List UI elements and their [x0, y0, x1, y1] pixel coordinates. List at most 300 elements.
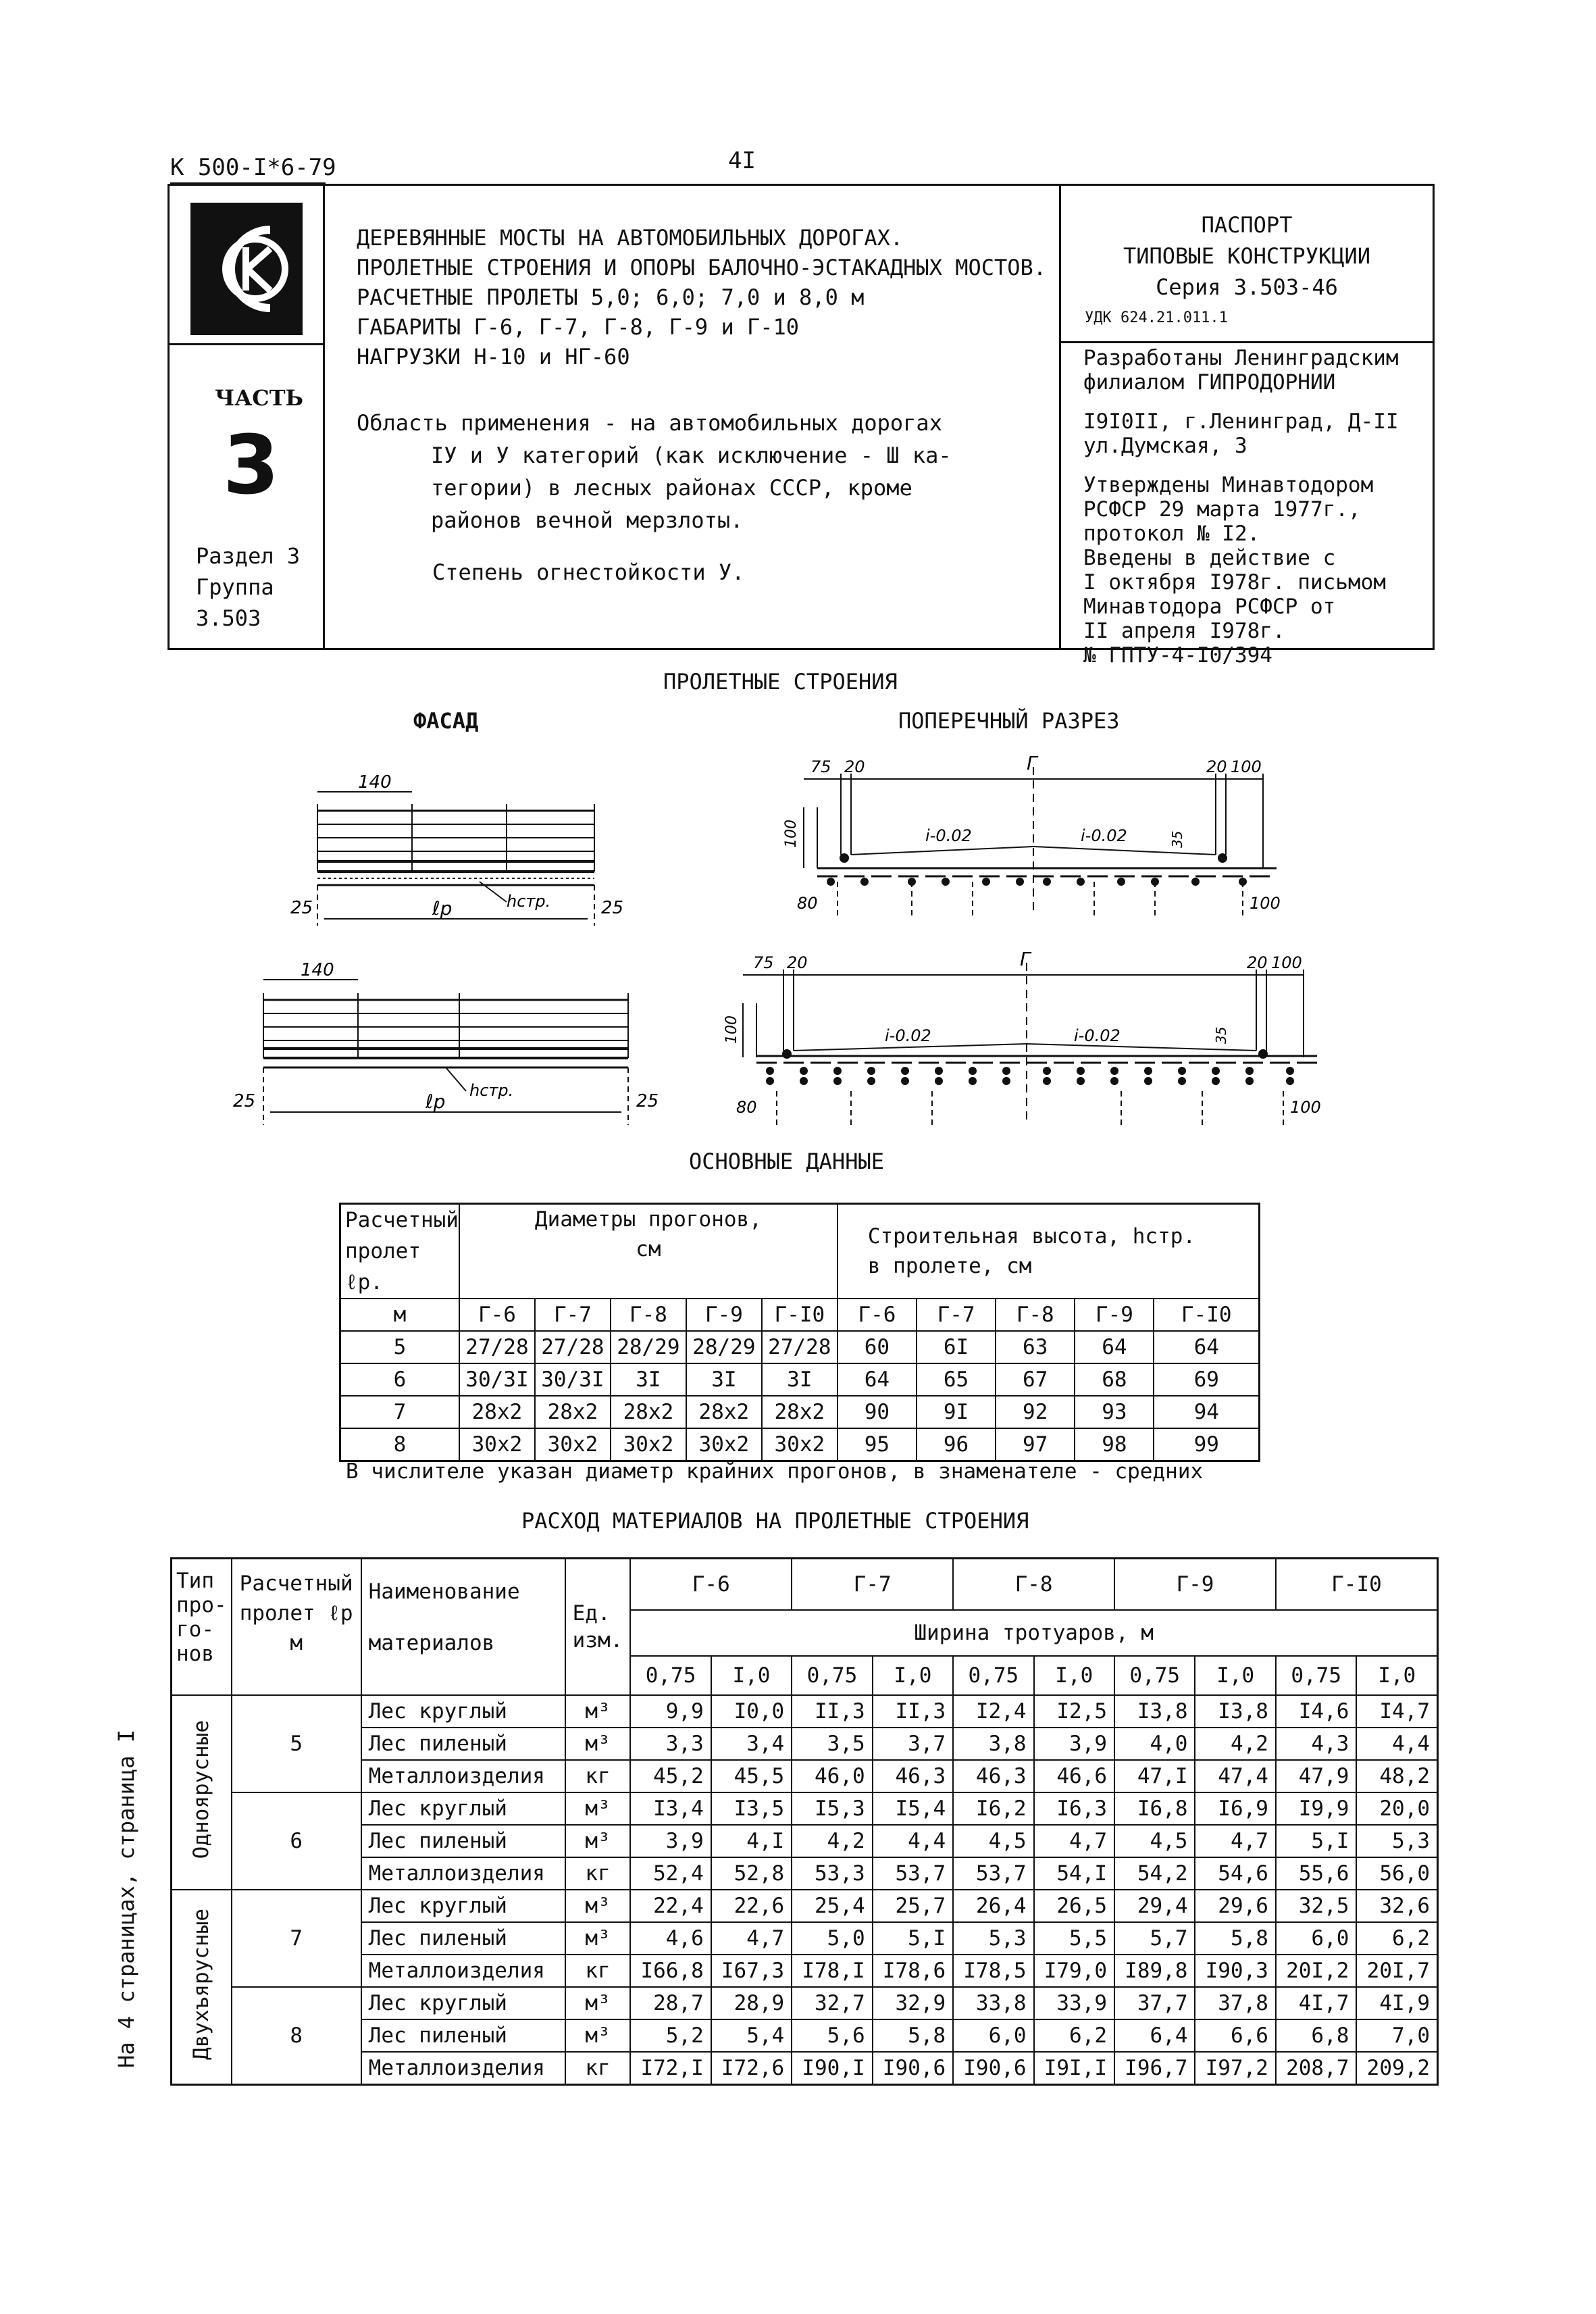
material-row [172, 2019, 1438, 2052]
gabarit-header: Г-7 [917, 1299, 996, 1331]
value-cell: 4,0 [1114, 1728, 1195, 1760]
facade-drawing-double [223, 939, 682, 1142]
xs1-dim-80: 80 [797, 894, 818, 913]
height-cell: 63 [996, 1331, 1075, 1363]
material-row [172, 1695, 1438, 1728]
value-cell: 4,6 [630, 1922, 711, 1955]
gabarit-header: Г-I0 [762, 1299, 838, 1331]
document-code: К 500-I*6-79 [170, 154, 336, 181]
material-row [172, 1792, 1438, 1825]
value-cell: 6,0 [953, 2019, 1033, 2052]
materials-body [172, 1695, 1438, 2085]
value-cell: I3,5 [711, 1792, 792, 1825]
approval-line: I октября I978г. письмом [1083, 570, 1386, 595]
h-name [361, 1559, 565, 1696]
value-cell: 3,5 [792, 1728, 872, 1760]
value-cell: 6,4 [1114, 2019, 1195, 2052]
value-cell: 209,2 [1356, 2052, 1437, 2085]
value-cell: I72,6 [711, 2052, 792, 2085]
h-unit-line: изм. [572, 1628, 623, 1653]
passport-line: ТИПОВЫЕ КОНСТРУКЦИИ [1123, 243, 1371, 269]
value-cell: 4I,9 [1356, 1987, 1437, 2019]
height-cell: 67 [996, 1363, 1075, 1396]
doc-title [357, 223, 1046, 372]
value-cell: 46,6 [1034, 1760, 1114, 1792]
title-block-left-divider [323, 184, 325, 650]
col-height-header [838, 1204, 1260, 1299]
col-diam-header [459, 1204, 838, 1299]
col-span-line: пролет ℓр. [345, 1239, 421, 1294]
value-cell: 4,4 [873, 1825, 953, 1857]
h-unit [565, 1559, 631, 1696]
value-cell: 22,6 [711, 1890, 792, 1922]
value-cell: 53,7 [953, 1857, 1033, 1890]
scope-line: тегории) в лесных районах СССР, кроме [431, 475, 912, 501]
value-cell: 3,3 [630, 1728, 711, 1760]
diameter-cell: 3I [762, 1363, 838, 1396]
height-cell: 60 [838, 1331, 917, 1363]
passport-line: Серия 3.503-46 [1156, 274, 1338, 300]
gabarit-header: Г-9 [1075, 1299, 1154, 1331]
col-height-line: Строительная высота, hстр. [867, 1224, 1196, 1249]
unit-cell: м³ [565, 1792, 631, 1825]
xs1-dim-g: Г [1027, 752, 1037, 774]
h-gabarit: Г-7 [792, 1559, 953, 1611]
value-cell: 6,2 [1034, 2019, 1114, 2052]
value-cell: I5,4 [873, 1792, 953, 1825]
value-cell: 5,0 [792, 1922, 872, 1955]
width-header: 0,75 [792, 1656, 872, 1695]
span-cell: 6 [340, 1363, 459, 1396]
material-name: Лес пиленый [361, 1728, 565, 1760]
purlin-type-cell [172, 1890, 232, 2085]
material-row [172, 1890, 1438, 1922]
value-cell: 28,9 [711, 1987, 792, 2019]
h-unit-line: Ед. [572, 1601, 611, 1626]
value-cell: I78,6 [873, 1955, 953, 1987]
value-cell: 7,0 [1356, 2019, 1437, 2052]
material-name: Лес пиленый [361, 2019, 565, 2052]
value-cell: 33,8 [953, 1987, 1033, 2019]
value-cell: 4,7 [711, 1922, 792, 1955]
diameter-cell: 30x2 [686, 1428, 762, 1461]
value-cell: 5,6 [792, 2019, 872, 2052]
value-cell: 9,9 [630, 1695, 711, 1728]
value-cell: 45,2 [630, 1760, 711, 1792]
unit-cell: м³ [565, 1695, 631, 1728]
unit-cell: кг [565, 1760, 631, 1792]
xs2-slope-left: i-0.02 [885, 1026, 931, 1045]
value-cell: 5,I [873, 1922, 953, 1955]
approval-line: II апреля I978г. [1083, 619, 1285, 643]
group-number-line: 3.503 [196, 605, 261, 631]
value-cell: I6,3 [1034, 1792, 1114, 1825]
approval-line: РСФСР 29 марта 1977г., [1083, 497, 1361, 522]
value-cell: 3,9 [1034, 1728, 1114, 1760]
value-cell: 4,5 [1114, 1825, 1195, 1857]
cross-section-double [723, 942, 1344, 1145]
value-cell: 5,3 [953, 1922, 1033, 1955]
value-cell: I9,9 [1276, 1792, 1356, 1825]
value-cell: I66,8 [630, 1955, 711, 1987]
value-cell: 4,2 [1195, 1728, 1275, 1760]
span-cell: 8 [232, 1987, 361, 2085]
height-cell: 98 [1075, 1428, 1154, 1461]
diameter-cell: 28x2 [611, 1396, 686, 1428]
value-cell: 5,4 [711, 2019, 792, 2052]
h-gabarit: Г-I0 [1276, 1559, 1438, 1611]
scope-line: Область применения - на автомобильных дорогах [357, 410, 942, 436]
facade2-dim-25-right: 25 [636, 1091, 659, 1111]
width-header: I,0 [711, 1656, 792, 1695]
width-header: I,0 [873, 1656, 953, 1695]
value-cell: I72,I [630, 2052, 711, 2085]
material-row [172, 1987, 1438, 2019]
sk-logo [190, 203, 303, 335]
diameter-cell: 3I [611, 1363, 686, 1396]
xs1-dim-35: 35 [1169, 830, 1185, 848]
facade-dim-hstr: hстр. [507, 892, 551, 911]
material-row [172, 1728, 1438, 1760]
width-header: 0,75 [1276, 1656, 1356, 1695]
height-cell: 95 [838, 1428, 917, 1461]
title-line: НАГРУЗКИ Н-10 и НГ-60 [357, 344, 630, 370]
value-cell: I67,3 [711, 1955, 792, 1987]
material-name: Лес круглый [361, 1987, 565, 2019]
col-diam-line: см [636, 1237, 661, 1261]
xs1-dim-100v: 100 [783, 820, 800, 848]
height-cell: 99 [1154, 1428, 1259, 1461]
value-cell: 5,3 [1356, 1825, 1437, 1857]
value-cell: 32,7 [792, 1987, 872, 2019]
facade2-dim-hstr: hстр. [469, 1081, 514, 1100]
h-gabarit: Г-9 [1114, 1559, 1276, 1611]
value-cell: 4,7 [1195, 1825, 1275, 1857]
value-cell: 28,7 [630, 1987, 711, 2019]
xs2-dim-g: Г [1020, 948, 1031, 970]
value-cell: 54,6 [1195, 1857, 1275, 1890]
value-cell: 4I,7 [1276, 1987, 1356, 2019]
title-line: ДЕРЕВЯННЫЕ МОСТЫ НА АВТОМОБИЛЬНЫХ ДОРОГАХ. [357, 225, 904, 251]
col-span-line: Расчетный [345, 1208, 459, 1232]
value-cell: I89,8 [1114, 1955, 1195, 1987]
value-cell: 6,2 [1356, 1922, 1437, 1955]
value-cell: 47,9 [1276, 1760, 1356, 1792]
diameter-cell: 28/29 [686, 1331, 762, 1363]
material-row [172, 1922, 1438, 1955]
approval-line: Утверждены Минавтодором [1083, 473, 1374, 497]
width-header: 0,75 [953, 1656, 1033, 1695]
span-cell: 5 [232, 1695, 361, 1792]
diameter-cell: 28/29 [611, 1331, 686, 1363]
span-cell: 5 [340, 1331, 459, 1363]
value-cell: I3,4 [630, 1792, 711, 1825]
unit-cell: кг [565, 1857, 631, 1890]
diameter-cell: 30/3I [535, 1363, 611, 1396]
facade-dim-140: 140 [358, 772, 392, 793]
approval-line: Минавтодора РСФСР от [1083, 595, 1336, 619]
value-cell: I6,9 [1195, 1792, 1275, 1825]
logo-divider [168, 343, 324, 345]
materials-title: РАСХОД МАТЕРИАЛОВ НА ПРОЛЕТНЫЕ СТРОЕНИЯ [521, 1508, 1029, 1534]
value-cell: I78,5 [953, 1955, 1033, 1987]
material-name: Лес круглый [361, 1890, 565, 1922]
title-line: РАСЧЕТНЫЕ ПРОЛЕТЫ 5,0; 6,0; 7,0 и 8,0 м [357, 284, 865, 310]
main-data-row [340, 1363, 1260, 1396]
material-name: Металлоизделия [361, 1760, 565, 1792]
value-cell: 37,7 [1114, 1987, 1195, 2019]
h-span [232, 1559, 361, 1696]
value-cell: 26,4 [953, 1890, 1033, 1922]
page-number: 4I [728, 147, 756, 174]
xs2-dim-100: 100 [1271, 953, 1302, 972]
value-cell: 53,3 [792, 1857, 872, 1890]
side-note: На 4 страницах, страница I [113, 1730, 139, 2068]
diameter-cell: 3I [686, 1363, 762, 1396]
h-name-line: материалов [368, 1631, 495, 1655]
material-row [172, 2052, 1438, 2085]
unit-cell: кг [565, 2052, 631, 2085]
diameter-cell: 30/3I [459, 1363, 535, 1396]
main-data-title: ОСНОВНЫЕ ДАННЫЕ [689, 1149, 884, 1174]
value-cell: 54,2 [1114, 1857, 1195, 1890]
unit-cell: м³ [565, 2019, 631, 2052]
span-cell: 8 [340, 1428, 459, 1461]
xs2-dim-100v: 100 [723, 1015, 740, 1044]
value-cell: 4,I [711, 1825, 792, 1857]
value-cell: 5,I [1276, 1825, 1356, 1857]
value-cell: 4,2 [792, 1825, 872, 1857]
h-span-line: пролет ℓр [239, 1601, 353, 1626]
xs1-dim-75: 75 [810, 757, 831, 776]
value-cell: 46,3 [953, 1760, 1033, 1792]
material-name: Металлоизделия [361, 1955, 565, 1987]
facade-dim-lp: ℓр [432, 897, 453, 920]
value-cell: I3,8 [1114, 1695, 1195, 1728]
h-span-line: Расчетный [239, 1571, 353, 1596]
material-name: Лес круглый [361, 1792, 565, 1825]
value-cell: 4,3 [1276, 1728, 1356, 1760]
value-cell: 29,4 [1114, 1890, 1195, 1922]
section-group-info [196, 540, 300, 634]
gabarit-header: Г-6 [459, 1299, 535, 1331]
width-header: I,0 [1195, 1656, 1275, 1695]
value-cell: I4,7 [1356, 1695, 1437, 1728]
value-cell: 5,8 [873, 2019, 953, 2052]
developer-line: Разработаны Ленинградским [1083, 346, 1399, 370]
fire-rating: Степень огнестойкости У. [432, 559, 745, 585]
material-row [172, 1825, 1438, 1857]
purlin-type-label: Двухъярусные [189, 1909, 214, 2060]
approval-line: протокол № I2. [1083, 522, 1260, 546]
main-data-row [340, 1396, 1260, 1428]
width-header: 0,75 [1114, 1656, 1195, 1695]
title-line: ПРОЛЕТНЫЕ СТРОЕНИЯ И ОПОРЫ БАЛОЧНО-ЭСТАКАДНЫХ МОСТОВ. [357, 255, 1047, 280]
value-cell: I78,I [792, 1955, 872, 1987]
value-cell: I90,I [792, 2052, 872, 2085]
height-cell: 94 [1154, 1396, 1259, 1428]
xs2-dim-20: 20 [787, 953, 808, 972]
h-span-line: м [290, 1631, 303, 1655]
value-cell: 55,6 [1276, 1857, 1356, 1890]
value-cell: 5,5 [1034, 1922, 1114, 1955]
main-data-note: В числителе указан диаметр крайних прогонов, в знаменателе - средних [346, 1459, 1204, 1484]
unit-cell: м³ [565, 1987, 631, 2019]
value-cell: 208,7 [1276, 2052, 1356, 2085]
xs2-dim-35: 35 [1213, 1026, 1229, 1044]
facade-dim-25-right: 25 [601, 898, 624, 918]
gabarit-header: Г-I0 [1154, 1299, 1259, 1331]
span-cell: 7 [232, 1890, 361, 1987]
value-cell: 6,8 [1276, 2019, 1356, 2052]
scope-line: IУ и У категорий (как исключение - Ш ка- [431, 443, 952, 468]
gabarit-header: Г-8 [996, 1299, 1075, 1331]
span-cell: 7 [340, 1396, 459, 1428]
material-row [172, 1857, 1438, 1890]
unit-cell: кг [565, 1955, 631, 1987]
col-height-line: в пролете, см [867, 1254, 1032, 1278]
unit-cell: м³ [565, 1825, 631, 1857]
xs1-slope-left: i-0.02 [925, 826, 972, 845]
material-name: Лес пиленый [361, 1825, 565, 1857]
drawings-title: ПРОЛЕТНЫЕ СТРОЕНИЯ [663, 669, 898, 695]
value-cell: 5,7 [1114, 1922, 1195, 1955]
value-cell: 4,5 [953, 1825, 1033, 1857]
material-row [172, 1955, 1438, 1987]
passport-info [1059, 209, 1435, 303]
value-cell: 37,8 [1195, 1987, 1275, 2019]
purlin-type-label: Одноярусные [189, 1720, 214, 1859]
diameter-cell: 30x2 [535, 1428, 611, 1461]
scope-line: районов вечной мерзлоты. [431, 507, 744, 533]
width-header: I,0 [1356, 1656, 1437, 1695]
xs1-dim-100: 100 [1231, 757, 1262, 776]
xs2-dim-75: 75 [753, 953, 774, 972]
value-cell: 4,7 [1034, 1825, 1114, 1857]
value-cell: 32,9 [873, 1987, 953, 2019]
value-cell: 53,7 [873, 1857, 953, 1890]
value-cell: I90,6 [953, 2052, 1033, 2085]
diameter-cell: 30x2 [459, 1428, 535, 1461]
facade-dim-25-left: 25 [290, 898, 313, 918]
value-cell: 46,0 [792, 1760, 872, 1792]
approval-line: Введены в действие с [1083, 546, 1336, 570]
passport-divider [1059, 341, 1435, 343]
diameter-cell: 28x2 [686, 1396, 762, 1428]
value-cell: I2,5 [1034, 1695, 1114, 1728]
value-cell: 25,7 [873, 1890, 953, 1922]
section-line: Раздел 3 [196, 543, 301, 569]
developer-info [1083, 346, 1399, 668]
gabarit-header: Г-7 [535, 1299, 611, 1331]
height-cell: 93 [1075, 1396, 1154, 1428]
diameter-cell: 28x2 [762, 1396, 838, 1428]
height-cell: 92 [996, 1396, 1075, 1428]
height-cell: 69 [1154, 1363, 1259, 1396]
value-cell: 47,4 [1195, 1760, 1275, 1792]
purlin-type-cell [172, 1695, 232, 1890]
value-cell: 5,8 [1195, 1922, 1275, 1955]
main-data-body [340, 1331, 1260, 1461]
height-cell: 96 [917, 1428, 996, 1461]
approval-line: № ГПТУ-4-I0/394 [1083, 643, 1272, 668]
col-span-unit: м [340, 1299, 459, 1331]
height-cell: 6I [917, 1331, 996, 1363]
height-cell: 64 [1154, 1331, 1259, 1363]
developer-line: филиалом ГИПРОДОРНИИ [1083, 370, 1336, 395]
facade-drawing-single [284, 757, 635, 939]
diameter-cell: 28x2 [535, 1396, 611, 1428]
value-cell: I3,8 [1195, 1695, 1275, 1728]
height-cell: 64 [1075, 1331, 1154, 1363]
xs1-dim-100b: 100 [1250, 894, 1281, 913]
value-cell: 3,7 [873, 1728, 953, 1760]
xs2-dim-80: 80 [736, 1098, 757, 1117]
title-line: ГАБАРИТЫ Г-6, Г-7, Г-8, Г-9 и Г-10 [357, 314, 800, 340]
facade2-dim-lp: ℓр [426, 1090, 446, 1113]
value-cell: II,3 [873, 1695, 953, 1728]
value-cell: 29,6 [1195, 1890, 1275, 1922]
h-type-line: нов [176, 1642, 214, 1666]
value-cell: 52,8 [711, 1857, 792, 1890]
value-cell: 47,I [1114, 1760, 1195, 1792]
diameter-cell: 27/28 [459, 1331, 535, 1363]
value-cell: I90,3 [1195, 1955, 1275, 1987]
unit-cell: м³ [565, 1728, 631, 1760]
diameter-cell: 27/28 [535, 1331, 611, 1363]
value-cell: I4,6 [1276, 1695, 1356, 1728]
value-cell: 3,4 [711, 1728, 792, 1760]
h-name-line: Наименование [368, 1580, 520, 1604]
value-cell: I9I,I [1034, 2052, 1114, 2085]
value-cell: 25,4 [792, 1890, 872, 1922]
height-cell: 97 [996, 1428, 1075, 1461]
col-diam-line: Диаметры прогонов, [534, 1207, 762, 1232]
address-line: ул.Думская, 3 [1083, 434, 1247, 458]
value-cell: 26,5 [1034, 1890, 1114, 1922]
height-cell: 90 [838, 1396, 917, 1428]
diameter-cell: 30x2 [611, 1428, 686, 1461]
value-cell: I90,6 [873, 2052, 953, 2085]
part-label: ЧАСТЬ [215, 385, 303, 411]
value-cell: 54,I [1034, 1857, 1114, 1890]
part-number: 3 [223, 419, 280, 513]
value-cell: I5,3 [792, 1792, 872, 1825]
facade2-dim-25-left: 25 [233, 1091, 256, 1111]
h-width-label: Ширина тротуаров, м [630, 1610, 1437, 1656]
value-cell: I79,0 [1034, 1955, 1114, 1987]
address-line: I9I0II, г.Ленинград, Д-II [1083, 409, 1399, 434]
diameter-cell: 28x2 [459, 1396, 535, 1428]
value-cell: 56,0 [1356, 1857, 1437, 1890]
width-header: I,0 [1034, 1656, 1114, 1695]
value-cell: I97,2 [1195, 2052, 1275, 2085]
value-cell: 48,2 [1356, 1760, 1437, 1792]
xs2-dim-100b: 100 [1290, 1098, 1321, 1117]
value-cell: 6,6 [1195, 2019, 1275, 2052]
value-cell: I6,8 [1114, 1792, 1195, 1825]
value-cell: 22,4 [630, 1890, 711, 1922]
span-cell: 6 [232, 1792, 361, 1890]
main-data-row [340, 1331, 1260, 1363]
height-cell: 9I [917, 1396, 996, 1428]
value-cell: 3,9 [630, 1825, 711, 1857]
h-type [172, 1559, 232, 1696]
value-cell: I0,0 [711, 1695, 792, 1728]
value-cell: 20,0 [1356, 1792, 1437, 1825]
value-cell: 20I,2 [1276, 1955, 1356, 1987]
height-cell: 65 [917, 1363, 996, 1396]
